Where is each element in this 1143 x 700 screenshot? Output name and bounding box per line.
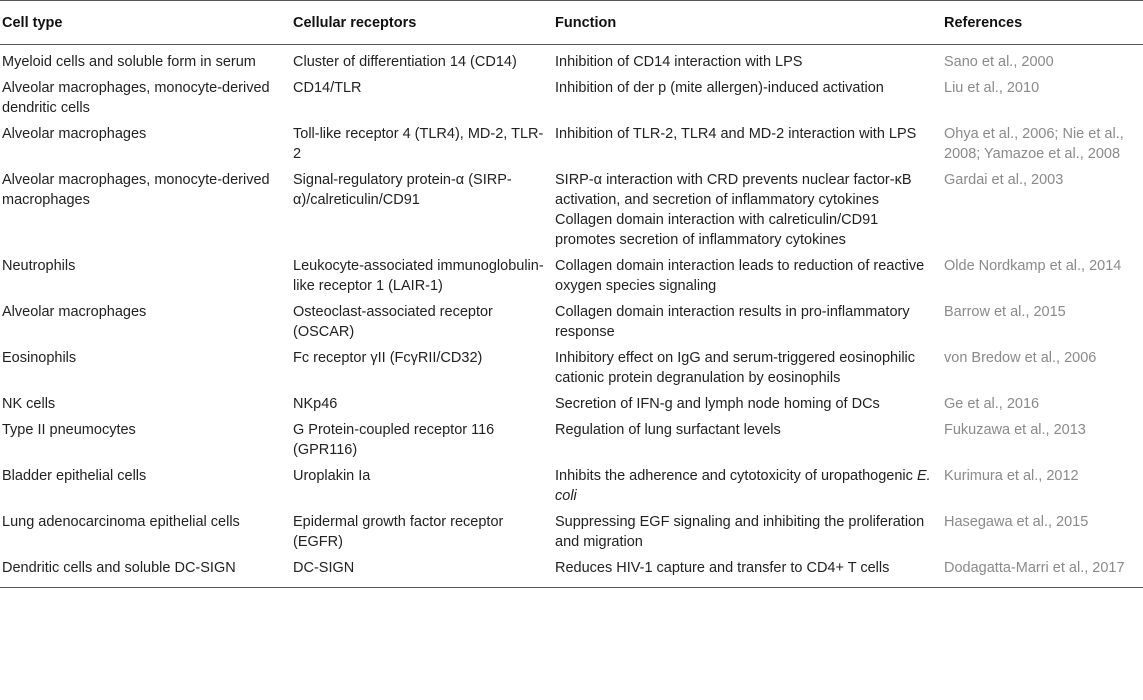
cellular-receptor: Cluster of differentiation 14 (CD14) [293,54,517,70]
reference: Barrow et al., 2015 [944,304,1066,320]
reference: Kurimura et al., 2012 [944,468,1079,484]
function-cell [553,463,942,509]
table-row [0,253,1143,299]
reference: Dodagatta-Marri et al., 2017 [942,555,1143,588]
header-function: Function [553,1,942,45]
reference: Liu et al., 2010 [944,80,1040,96]
cellular-receptor: Fc receptor γII (FcγRII/CD32) [293,350,483,366]
table-body [0,45,1143,588]
function-text: Inhibition of der p (mite allergen)-induced activation [555,80,884,96]
function-cell [553,45,942,76]
table-row [0,417,1143,463]
cell-type: Lung adenocarcinoma epithelial cells [2,514,240,530]
table-header [0,1,1143,45]
table-row [0,167,1143,253]
cellular-receptor: CD14/TLR [293,80,362,96]
function-cell [553,555,942,588]
function-cell [553,167,942,253]
cell-type: NK cells [2,396,56,412]
function-cell [553,417,942,463]
function-text: Collagen domain interaction results in pro-inflammatory response [555,304,910,340]
function-cell [553,509,942,555]
function-text: Regulation of lung surfactant levels [555,422,781,438]
function-text: Inhibition of TLR-2, TLR4 and MD-2 interaction with LPS [555,126,917,142]
function-cell [553,299,942,345]
cellular-receptor: G Protein-coupled receptor 116 (GPR116) [293,422,495,458]
table-row [0,345,1143,391]
reference: Olde Nordkamp et al., 2014 [944,258,1122,274]
function-text: Inhibitory effect on IgG and serum-triggered eosinophilic cationic protein degranulation by eosinophils [555,350,916,386]
cell-type: Bladder epithelial cells [2,468,147,484]
cellular-receptor: Leukocyte-associated immunoglobulin-like receptor 1 (LAIR-1) [293,258,544,294]
function-cell [553,391,942,417]
table-row [0,299,1143,345]
header-references: References [942,1,1143,45]
header-row [0,1,1143,45]
function-cell [553,75,942,121]
function-cell [553,121,942,167]
reference: Ohya et al., 2006; Nie et al., 2008; Yamazoe et al., 2008 [944,126,1124,162]
function-text: Collagen domain interaction leads to reduction of reactive oxygen species signaling [555,258,925,294]
reference: von Bredow et al., 2006 [944,350,1097,366]
cellular-receptor: Epidermal growth factor receptor (EGFR) [293,514,504,550]
function-cell [553,253,942,299]
function-text: Inhibits the adherence and cytotoxicity of uropathogenic E. coli [555,468,931,504]
function-text: SIRP-α interaction with CRD prevents nuclear factor-κB activation, and secretion of inflammatory cytokines [555,172,912,208]
function-cell [553,345,942,391]
cellular-receptor: Uroplakin Ia [293,468,371,484]
cell-type: Type II pneumocytes [2,422,136,438]
cell-type: Dendritic cells and soluble DC-SIGN [0,555,291,588]
table-row [0,555,1143,588]
reference: Ge et al., 2016 [944,396,1040,412]
table-row [0,45,1143,76]
function-text: Reduces HIV-1 capture and transfer to CD4+ T cells [555,560,890,576]
cell-type: Alveolar macrophages, monocyte-derived macrophages [2,172,270,208]
table-row [0,75,1143,121]
cellular-receptor: Toll-like receptor 4 (TLR4), MD-2, TLR-2 [293,126,544,162]
cellular-receptor: Signal-regulatory protein-α (SIRP-α)/calreticulin/CD91 [293,172,512,208]
cell-type: Alveolar macrophages [2,126,147,142]
function-text: Suppressing EGF signaling and inhibiting the proliferation and migration [555,514,925,550]
function-text: Inhibition of CD14 interaction with LPS [555,54,803,70]
cell-type: Alveolar macrophages, monocyte-derived dendritic cells [2,80,270,116]
reference: Sano et al., 2000 [944,54,1054,70]
table-row [0,463,1143,509]
reference: Hasegawa et al., 2015 [944,514,1089,530]
table-row [0,509,1143,555]
header-cell-type: Cell type [0,1,291,45]
cell-type: Alveolar macrophages [2,304,147,320]
reference: Fukuzawa et al., 2013 [944,422,1086,438]
function-text: Secretion of IFN-g and lymph node homing of DCs [555,396,880,412]
table-row [0,121,1143,167]
reference: Gardai et al., 2003 [944,172,1064,188]
header-cellular-receptors: Cellular receptors [291,1,553,45]
table-row [0,391,1143,417]
cell-type: Eosinophils [2,350,77,366]
species-name: E. coli [555,468,931,504]
cell-type: Myeloid cells and soluble form in serum [2,54,256,70]
cell-type: Neutrophils [2,258,76,274]
cellular-receptor: Osteoclast-associated receptor (OSCAR) [293,304,493,340]
cellular-receptor: DC-SIGN [291,555,553,588]
cellular-receptor: NKp46 [293,396,338,412]
function-text: Collagen domain interaction with calreticulin/CD91 promotes secretion of inflammatory cytokines [555,212,879,248]
